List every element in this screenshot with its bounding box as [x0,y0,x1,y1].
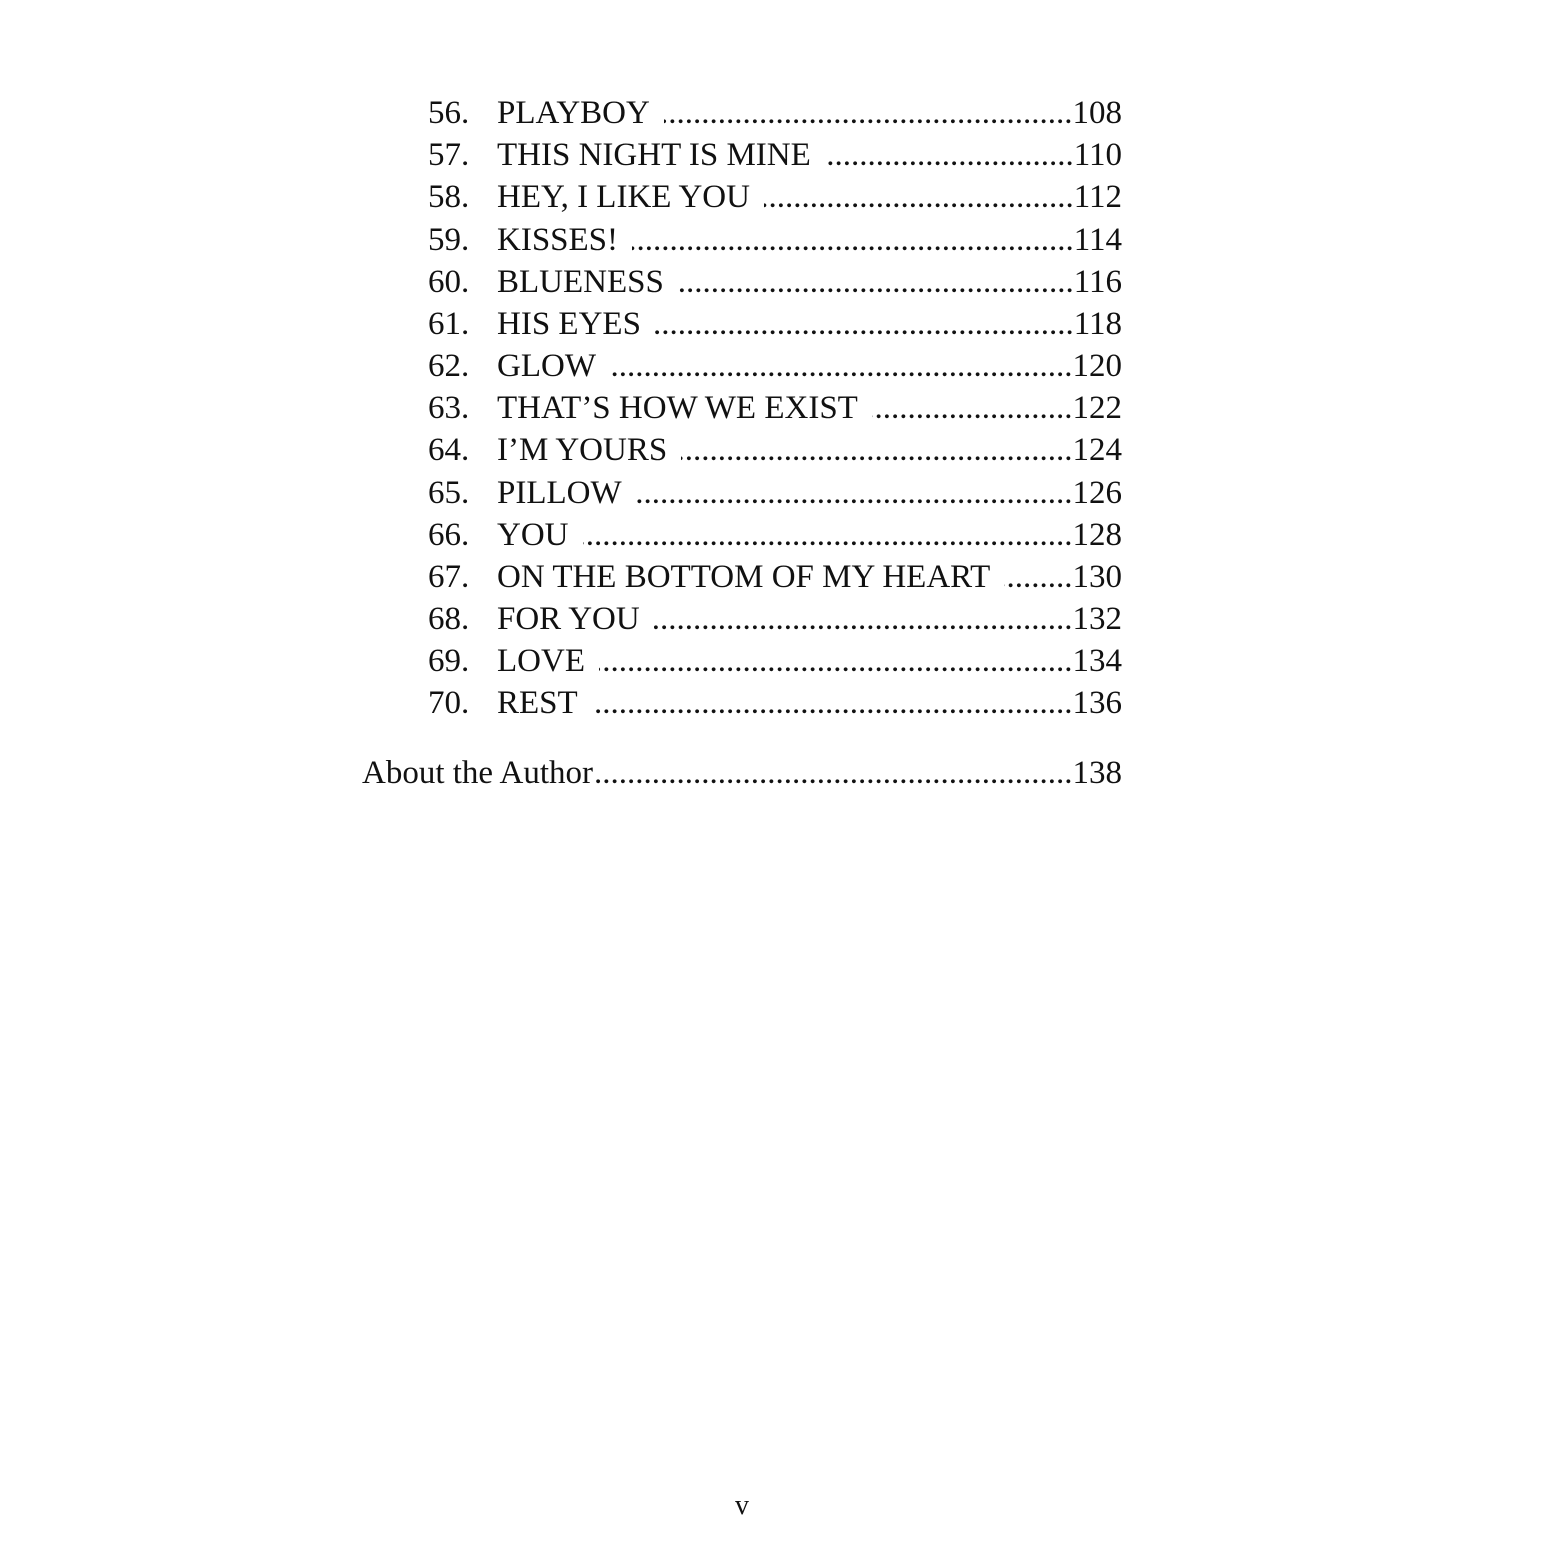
dot-leader [664,92,1073,134]
entry-number: 68. [428,601,470,637]
dot-leader [593,752,1073,794]
entry-page-number: 132 [1072,601,1122,637]
entry-page-number: 116 [1073,264,1122,300]
entry-title: HEY, I LIKE YOU [497,179,750,215]
entry-title: ON THE BOTTOM OF MY HEART [497,559,991,595]
toc-entry[interactable] [428,219,1122,261]
toc-entry[interactable] [428,556,1122,598]
entry-number: 61. [428,306,470,342]
toc-entry[interactable] [428,134,1122,176]
entry-page-number: 134 [1072,643,1122,679]
dot-leader [636,472,1073,514]
entry-title: HIS EYES [497,306,641,342]
toc-entry[interactable] [428,261,1122,303]
toc-entry[interactable] [428,387,1122,429]
entry-title: YOU [497,517,569,553]
toc-entry[interactable] [428,345,1122,387]
entry-page-number: 138 [1072,755,1122,791]
entry-page-number: 124 [1072,432,1122,468]
entry-page-number: 108 [1072,95,1122,131]
entry-title: THIS NIGHT IS MINE [497,137,811,173]
dot-leader [610,345,1073,387]
toc-entry[interactable] [428,682,1122,724]
dot-leader [678,261,1074,303]
dot-leader [655,303,1074,345]
entry-number: 56. [428,95,470,131]
entry-number: 69. [428,643,470,679]
entry-page-number: 118 [1073,306,1122,342]
entry-title: FOR YOU [497,601,640,637]
entry-title: PLAYBOY [497,95,650,131]
toc-entry[interactable] [428,598,1122,640]
entry-title: LOVE [497,643,585,679]
dot-leader [825,134,1074,176]
dot-leader [583,514,1073,556]
dot-leader [872,387,1073,429]
entry-number: 63. [428,390,470,426]
entry-title: PILLOW [497,475,622,511]
entry-page-number: 114 [1073,222,1122,258]
entry-page-number: 126 [1072,475,1122,511]
entry-page-number: 130 [1072,559,1122,595]
entry-number: 57. [428,137,470,173]
entry-page-number: 128 [1072,517,1122,553]
entry-number: 64. [428,432,470,468]
dot-leader [681,429,1072,471]
entry-number: 66. [428,517,470,553]
entry-title: BLUENESS [497,264,664,300]
toc-entry[interactable] [428,640,1122,682]
entry-title: KISSES! [497,222,619,258]
entry-page-number: 110 [1073,137,1122,173]
entry-page-number: 120 [1072,348,1122,384]
dot-leader [632,219,1074,261]
toc-entry[interactable] [428,303,1122,345]
entry-number: 67. [428,559,470,595]
toc-entry[interactable] [428,92,1122,134]
entry-title: GLOW [497,348,596,384]
dot-leader [764,176,1074,218]
entry-number: 65. [428,475,470,511]
entry-number: 60. [428,264,470,300]
entry-page-number: 112 [1073,179,1122,215]
entry-page-number: 122 [1072,390,1122,426]
dot-leader [1004,556,1072,598]
entry-title: About the Author [362,755,593,791]
entry-number: 58. [428,179,470,215]
toc-entry[interactable] [428,514,1122,556]
toc-entry[interactable] [428,176,1122,218]
entry-number: 70. [428,685,470,721]
dot-leader [592,682,1073,724]
entry-title: I’M YOURS [497,432,668,468]
toc-entry[interactable] [428,429,1122,471]
entry-title: REST [497,685,578,721]
entry-number: 62. [428,348,470,384]
toc-entry-about-author[interactable] [362,752,1122,794]
entry-number: 59. [428,222,470,258]
toc-entry[interactable] [428,472,1122,514]
dot-leader [599,640,1073,682]
page-number: v [735,1490,749,1521]
entry-page-number: 136 [1072,685,1122,721]
entry-title: THAT’S HOW WE EXIST [497,390,858,426]
dot-leader [654,598,1073,640]
